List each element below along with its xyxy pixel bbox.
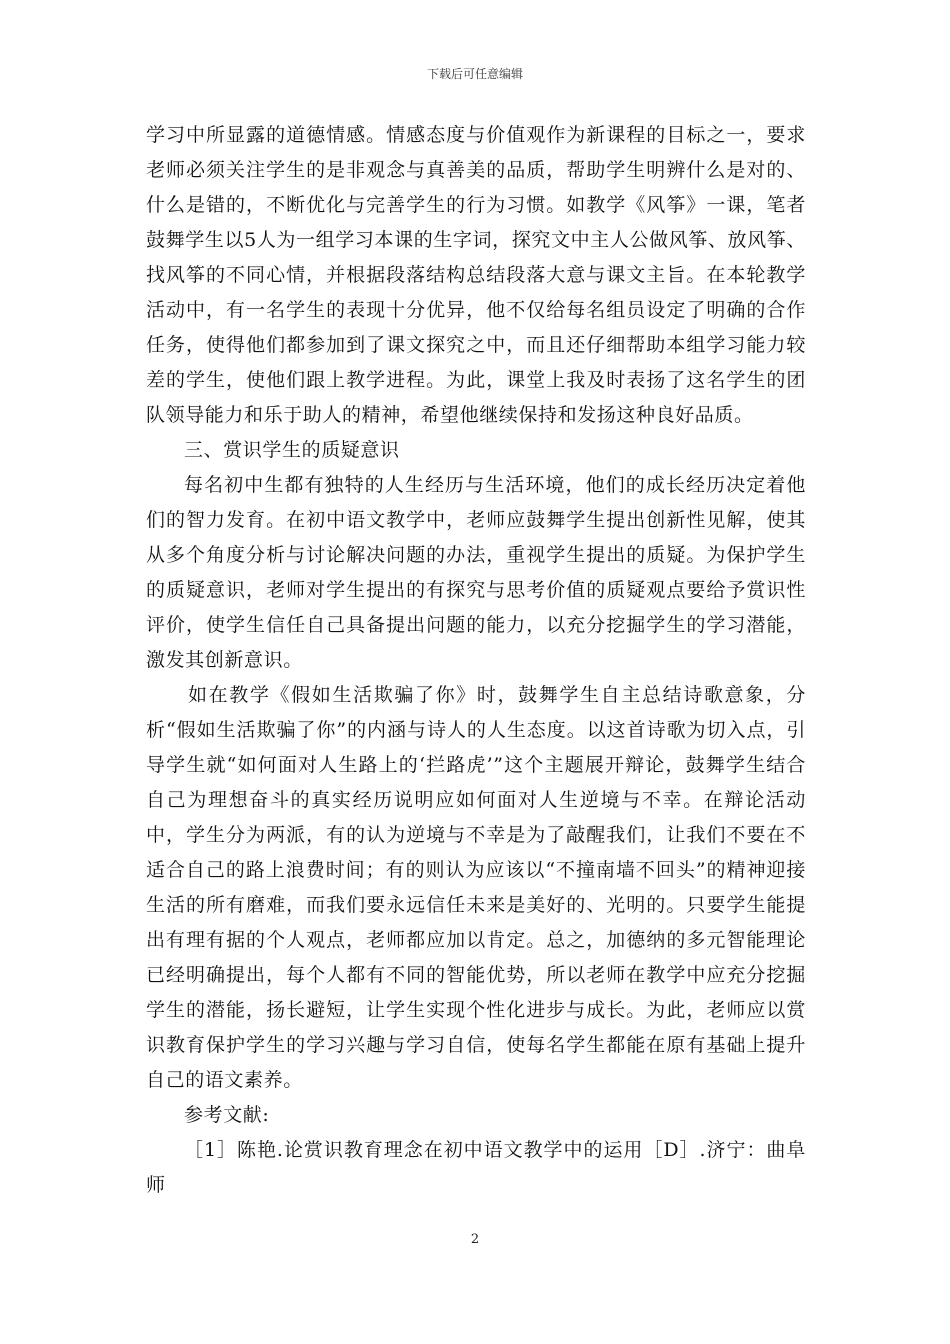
page-number: 2 (470, 1232, 480, 1247)
page-header: 下载后可任意编辑 (426, 67, 523, 81)
paragraph-poem-example: 如在教学《假如生活欺骗了你》时，鼓舞学生自主总结诗歌意象，分析“假如生活欺骗了你”的内涵与诗人的人生态度。以这首诗歌为切入点，引导学生就“如何面对人生路上的‘拦路虎’”这个主题展开辩论，鼓舞学生结合自己为理想奋斗的真实经历说明应如何面对人生逆境与不幸。在辩论活动中，学生分为两派，有的认为逆境与不幸是为了敲醒我们，让我们不要在不适合自己的路上浪费时间；有的则认为应该以“不撞南墙不回头”的精神迎接生活的所有磨难，而我们要永远信任未来是美好的、光明的。只要学生能提出有理有据的个人观点，老师都应加以肯定。总之，加德纳的多元智能理论已经明确提出，每个人都有不同的智能优势，所以老师在教学中应充分挖掘学生的潜能，扬长避短，让学生实现个性化进步与成长。为此，老师应以赏识教育保护学生的学习兴趣与学习自信，使每名学生都能在原有基础上提升自己的语文素养。 (146, 684, 806, 1091)
references-heading: 参考文献: (184, 1104, 270, 1126)
document-body (146, 118, 806, 1203)
section-heading-questioning: 三、赏识学生的质疑意识 (184, 439, 400, 461)
paragraph-questioning-awareness: 每名初中生都有独特的人生经历与生活环境，他们的成长经历决定着他们的智力发育。在初中语文教学中，老师应鼓舞学生提出创新性见解，使其从多个角度分析与讨论解决问题的办法，重视学生提出的质疑。为保护学生的质疑意识，老师对学生提出的有探究与思考价值的质疑观点要给予赏识性评价，使学生信任自己具备提出问题的能力，以充分挖掘学生的学习潜能，激发其创新意识。 (146, 474, 806, 671)
reference-item-1: ［1］陈艳.论赏识教育理念在初中语文教学中的运用［D］.济宁：曲阜师 (146, 1139, 806, 1196)
paragraph-moral-emotion: 学习中所显露的道德情感。情感态度与价值观作为新课程的目标之一，要求老师必须关注学生的是非观念与真善美的品质，帮助学生明辨什么是对的、什么是错的，不断优化与完善学生的行为习惯。如教学《风筝》一课，笔者鼓舞学生以5人为一组学习本课的生字词，探究文中主人公做风筝、放风筝、找风筝的不同心情，并根据段落结构总结段落大意与课文主旨。在本轮教学活动中，有一名学生的表现十分优异，他不仅给每名组员设定了明确的合作任务，使得他们都参加到了课文探究之中，而且还仔细帮助本组学习能力较差的学生，使他们跟上教学进程。为此，课堂上我及时表扬了这名学生的团队领导能力和乐于助人的精神，希望他继续保持和发扬这种良好品质。 (146, 124, 806, 426)
